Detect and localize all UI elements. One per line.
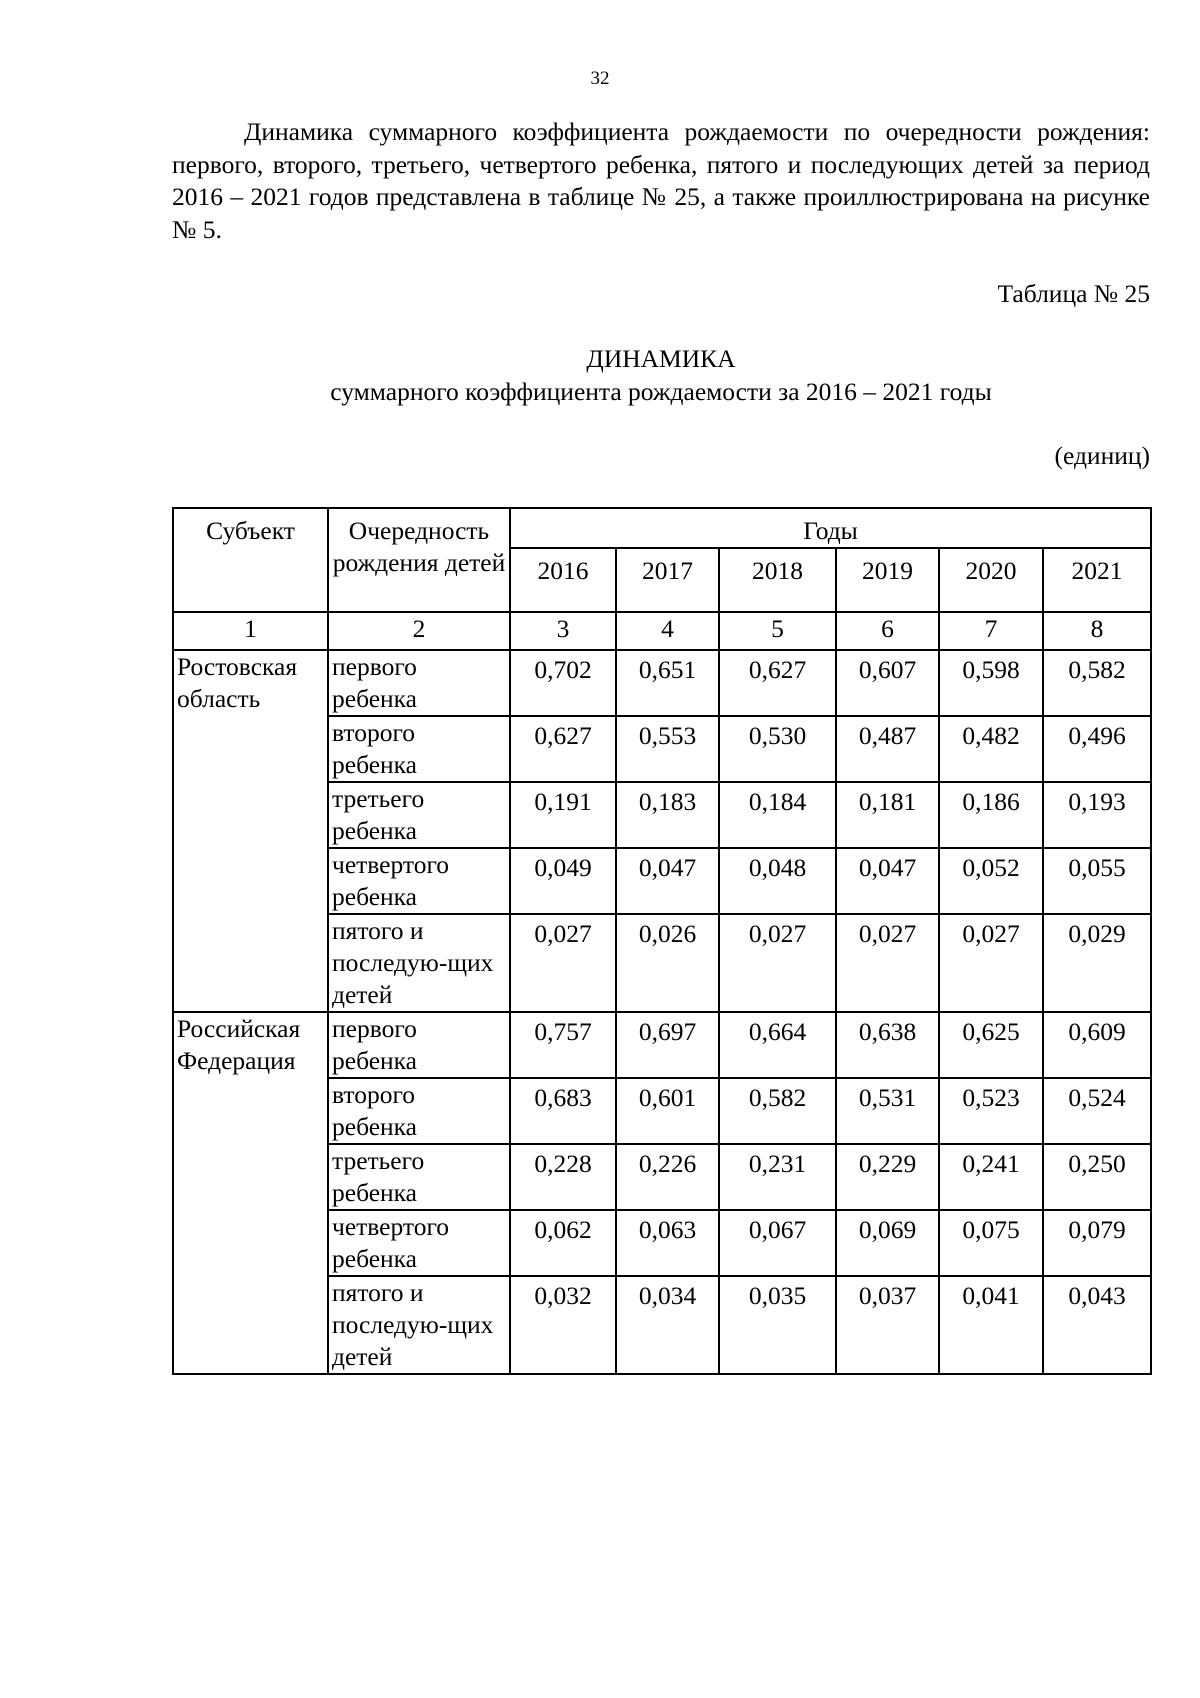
fertility-table bbox=[172, 507, 1152, 1375]
value-cell: 0,032 bbox=[510, 1276, 616, 1374]
value-cell: 0,530 bbox=[719, 716, 836, 782]
table-title bbox=[172, 342, 1150, 408]
value-cell: 0,191 bbox=[510, 782, 616, 848]
value-cell: 0,482 bbox=[939, 716, 1043, 782]
value-cell: 0,047 bbox=[836, 848, 939, 914]
value-cell: 0,487 bbox=[836, 716, 939, 782]
value-cell: 0,241 bbox=[939, 1144, 1043, 1210]
value-cell: 0,228 bbox=[510, 1144, 616, 1210]
value-cell: 0,047 bbox=[616, 848, 719, 914]
order-cell: третьего ребенка bbox=[328, 782, 510, 848]
value-cell: 0,186 bbox=[939, 782, 1043, 848]
value-cell: 0,181 bbox=[836, 782, 939, 848]
value-cell: 0,063 bbox=[616, 1210, 719, 1276]
order-cell: первого ребенка bbox=[328, 650, 510, 716]
value-cell: 0,683 bbox=[510, 1078, 616, 1144]
table-units: (единиц) bbox=[1054, 441, 1150, 470]
table-title-line2: суммарного коэффициента рождаемости за 2016 – 2021 годы bbox=[330, 377, 992, 406]
value-cell: 0,582 bbox=[719, 1078, 836, 1144]
value-cell: 0,664 bbox=[719, 1012, 836, 1078]
page-number: 32 bbox=[590, 68, 610, 89]
value-cell: 0,034 bbox=[616, 1276, 719, 1374]
header-year-2016: 2016 bbox=[510, 548, 616, 612]
value-cell: 0,524 bbox=[1043, 1078, 1151, 1144]
column-number-6: 6 bbox=[836, 612, 939, 650]
value-cell: 0,041 bbox=[939, 1276, 1043, 1374]
value-cell: 0,055 bbox=[1043, 848, 1151, 914]
header-year-2019: 2019 bbox=[836, 548, 939, 612]
value-cell: 0,027 bbox=[939, 914, 1043, 1012]
value-cell: 0,757 bbox=[510, 1012, 616, 1078]
value-cell: 0,651 bbox=[616, 650, 719, 716]
value-cell: 0,049 bbox=[510, 848, 616, 914]
order-cell: третьего ребенка bbox=[328, 1144, 510, 1210]
value-cell: 0,035 bbox=[719, 1276, 836, 1374]
value-cell: 0,531 bbox=[836, 1078, 939, 1144]
header-year-2018: 2018 bbox=[719, 548, 836, 612]
order-cell: второго ребенка bbox=[328, 1078, 510, 1144]
order-cell: четвертого ребенка bbox=[328, 848, 510, 914]
value-cell: 0,553 bbox=[616, 716, 719, 782]
value-cell: 0,627 bbox=[719, 650, 836, 716]
value-cell: 0,231 bbox=[719, 1144, 836, 1210]
value-cell: 0,609 bbox=[1043, 1012, 1151, 1078]
header-order: Очередность рождения детей bbox=[328, 508, 510, 612]
value-cell: 0,627 bbox=[510, 716, 616, 782]
value-cell: 0,062 bbox=[510, 1210, 616, 1276]
header-subject: Субъект bbox=[173, 508, 328, 612]
subject-cell: Российская Федерация bbox=[173, 1012, 328, 1374]
value-cell: 0,625 bbox=[939, 1012, 1043, 1078]
value-cell: 0,183 bbox=[616, 782, 719, 848]
value-cell: 0,027 bbox=[510, 914, 616, 1012]
table-number: Таблица № 25 bbox=[997, 279, 1150, 308]
value-cell: 0,250 bbox=[1043, 1144, 1151, 1210]
column-number-3: 3 bbox=[510, 612, 616, 650]
value-cell: 0,026 bbox=[616, 914, 719, 1012]
intro-paragraph: Динамика суммарного коэффициента рождаемости по очередности рождения: первого, второго, третьего, четвертого ребенка, пятого и последующих детей за период 2016 – 2021 годов представлена в таблице № 25, а также проиллюстрирована на рисунке № 5. bbox=[172, 117, 1150, 244]
value-cell: 0,048 bbox=[719, 848, 836, 914]
column-number-5: 5 bbox=[719, 612, 836, 650]
value-cell: 0,607 bbox=[836, 650, 939, 716]
table-row bbox=[173, 1012, 1151, 1078]
order-cell: четвертого ребенка bbox=[328, 1210, 510, 1276]
value-cell: 0,027 bbox=[836, 914, 939, 1012]
value-cell: 0,027 bbox=[719, 914, 836, 1012]
value-cell: 0,638 bbox=[836, 1012, 939, 1078]
order-cell: первого ребенка bbox=[328, 1012, 510, 1078]
header-year-2017: 2017 bbox=[616, 548, 719, 612]
column-number-1: 1 bbox=[173, 612, 328, 650]
subject-cell: Ростовская область bbox=[173, 650, 328, 1012]
table-title-line1: ДИНАМИКА bbox=[586, 344, 736, 373]
value-cell: 0,052 bbox=[939, 848, 1043, 914]
table-row bbox=[173, 650, 1151, 716]
value-cell: 0,582 bbox=[1043, 650, 1151, 716]
header-years: Годы bbox=[510, 508, 1151, 548]
value-cell: 0,043 bbox=[1043, 1276, 1151, 1374]
value-cell: 0,523 bbox=[939, 1078, 1043, 1144]
value-cell: 0,067 bbox=[719, 1210, 836, 1276]
header-year-2020: 2020 bbox=[939, 548, 1043, 612]
order-cell: пятого и последую-щих детей bbox=[328, 1276, 510, 1374]
column-number-2: 2 bbox=[328, 612, 510, 650]
value-cell: 0,496 bbox=[1043, 716, 1151, 782]
value-cell: 0,226 bbox=[616, 1144, 719, 1210]
value-cell: 0,029 bbox=[1043, 914, 1151, 1012]
column-number-row bbox=[173, 612, 1151, 650]
value-cell: 0,702 bbox=[510, 650, 616, 716]
column-number-4: 4 bbox=[616, 612, 719, 650]
order-cell: второго ребенка bbox=[328, 716, 510, 782]
value-cell: 0,229 bbox=[836, 1144, 939, 1210]
value-cell: 0,184 bbox=[719, 782, 836, 848]
value-cell: 0,037 bbox=[836, 1276, 939, 1374]
value-cell: 0,069 bbox=[836, 1210, 939, 1276]
column-number-7: 7 bbox=[939, 612, 1043, 650]
value-cell: 0,601 bbox=[616, 1078, 719, 1144]
header-year-2021: 2021 bbox=[1043, 548, 1151, 612]
value-cell: 0,075 bbox=[939, 1210, 1043, 1276]
column-number-8: 8 bbox=[1043, 612, 1151, 650]
value-cell: 0,697 bbox=[616, 1012, 719, 1078]
value-cell: 0,193 bbox=[1043, 782, 1151, 848]
value-cell: 0,598 bbox=[939, 650, 1043, 716]
order-cell: пятого и последую-щих детей bbox=[328, 914, 510, 1012]
value-cell: 0,079 bbox=[1043, 1210, 1151, 1276]
